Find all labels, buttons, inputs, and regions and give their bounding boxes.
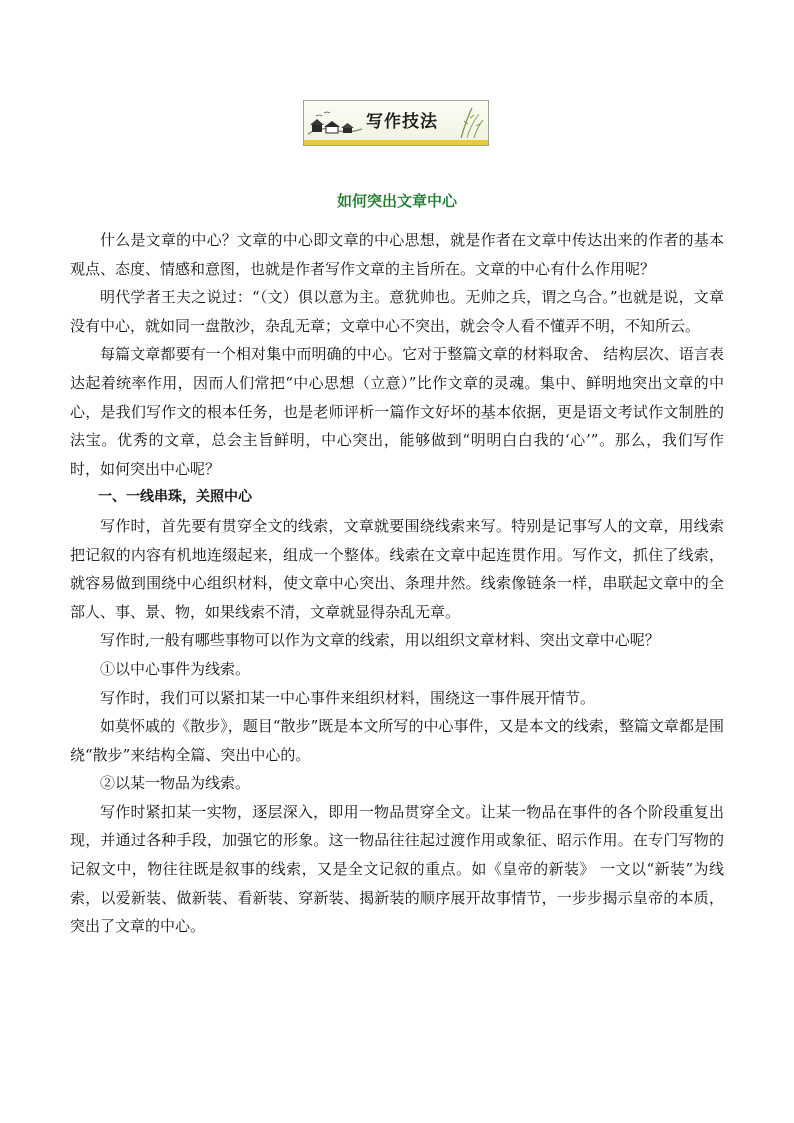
list-item-event: ①以中心事件为线索。: [100, 659, 251, 678]
paragraph-object: 写作时紧扣某一实物，逐层深入，即用一物品贯穿全文。让某一物品在事件的各个阶段重复出现，并通过各种手段，加强它的形象。这一物品往往起过渡作用或象征、昭示作用。在专门写物的记叙文中，物往往既是叙事的线索，又是全文记叙的重点。如《皇帝的新装》 一文以“新装”为线索，以爱新装、做新装、看新装、穿新装、揭新装的顺序展开故事情节，一步步揭示皇帝的本质，突出了文章的中心。: [70, 802, 725, 936]
paragraph-quote: 明代学者王夫之说过：“（文）俱以意为主。意犹帅也。无帅之兵，谓之乌合。”也就是说，文章没有中心，就如同一盘散沙，杂乱无章；文章中心不突出，就会令人看不懂弄不明，不知所云。: [70, 288, 724, 335]
paragraph-question: 写作时,一般有哪些事物可以作为文章的线索，用以组织文章材料、突出文章中心呢？: [100, 631, 660, 650]
section-banner: [303, 100, 489, 146]
section-heading: 一、一线串珠，关照中心: [98, 489, 252, 506]
document-title: 如何突出文章中心: [336, 192, 457, 210]
banner-title: 写作技法: [366, 112, 438, 132]
banner-accent-bar: [304, 140, 488, 145]
paragraph-clue: 写作时，首先要有贯穿全文的线索，文章就要围绕线索来写。特别是记事写人的文章，用线索把记叙的内容有机地连缀起来，组成一个整体。线索在文章中起连贯作用。写作文，抓住了线索，就容易做到围绕中心组织材料，使文章中心突出、条理井然。线索像链条一样，串联起文章中的全部人、事、景、物，如果线索不清，文章就显得杂乱无章。: [70, 516, 724, 621]
village-landscape-icon: [306, 107, 364, 139]
paragraph-example-walk: 如莫怀戚的《散步》，题目“散步”既是本文所写的中心事件，又是本文的线索，整篇文章都是围绕“散步”来结构全篇、突出中心的。: [70, 717, 724, 764]
document-body: [70, 226, 724, 941]
paragraph-importance: 每篇文章都要有一个相对集中而明确的中心。它对于整篇文章的材料取舍、 结构层次、语言表达起着统率作用，因而人们常把“中心思想（立意）”比作文章的灵魂。集中、鲜明地突出文章的中心，是我们写作文的根本任务，也是老师评析一篇作文好坏的基本依据，更是语文考试作文制胜的法宝。优秀的文章，总会主旨鲜明，中心突出，能够做到“明明白白我的‘心’”。那么，我们写作时，如何突出中心呢？: [70, 345, 724, 478]
paragraph-intro: 什么是文章的中心？文章的中心即文章的中心思想，就是作者在文章中传达出来的作者的基本观点、态度、情感和意图，也就是作者写作文章的主旨所在。文章的中心有什么作用呢？: [70, 231, 724, 278]
paragraph-event: 写作时，我们可以紧扣某一中心事件来组织材料，围绕这一事件展开情节。: [100, 688, 596, 707]
grass-decoration-icon: [456, 104, 486, 140]
list-item-object: ②以某一物品为线索。: [100, 774, 251, 793]
